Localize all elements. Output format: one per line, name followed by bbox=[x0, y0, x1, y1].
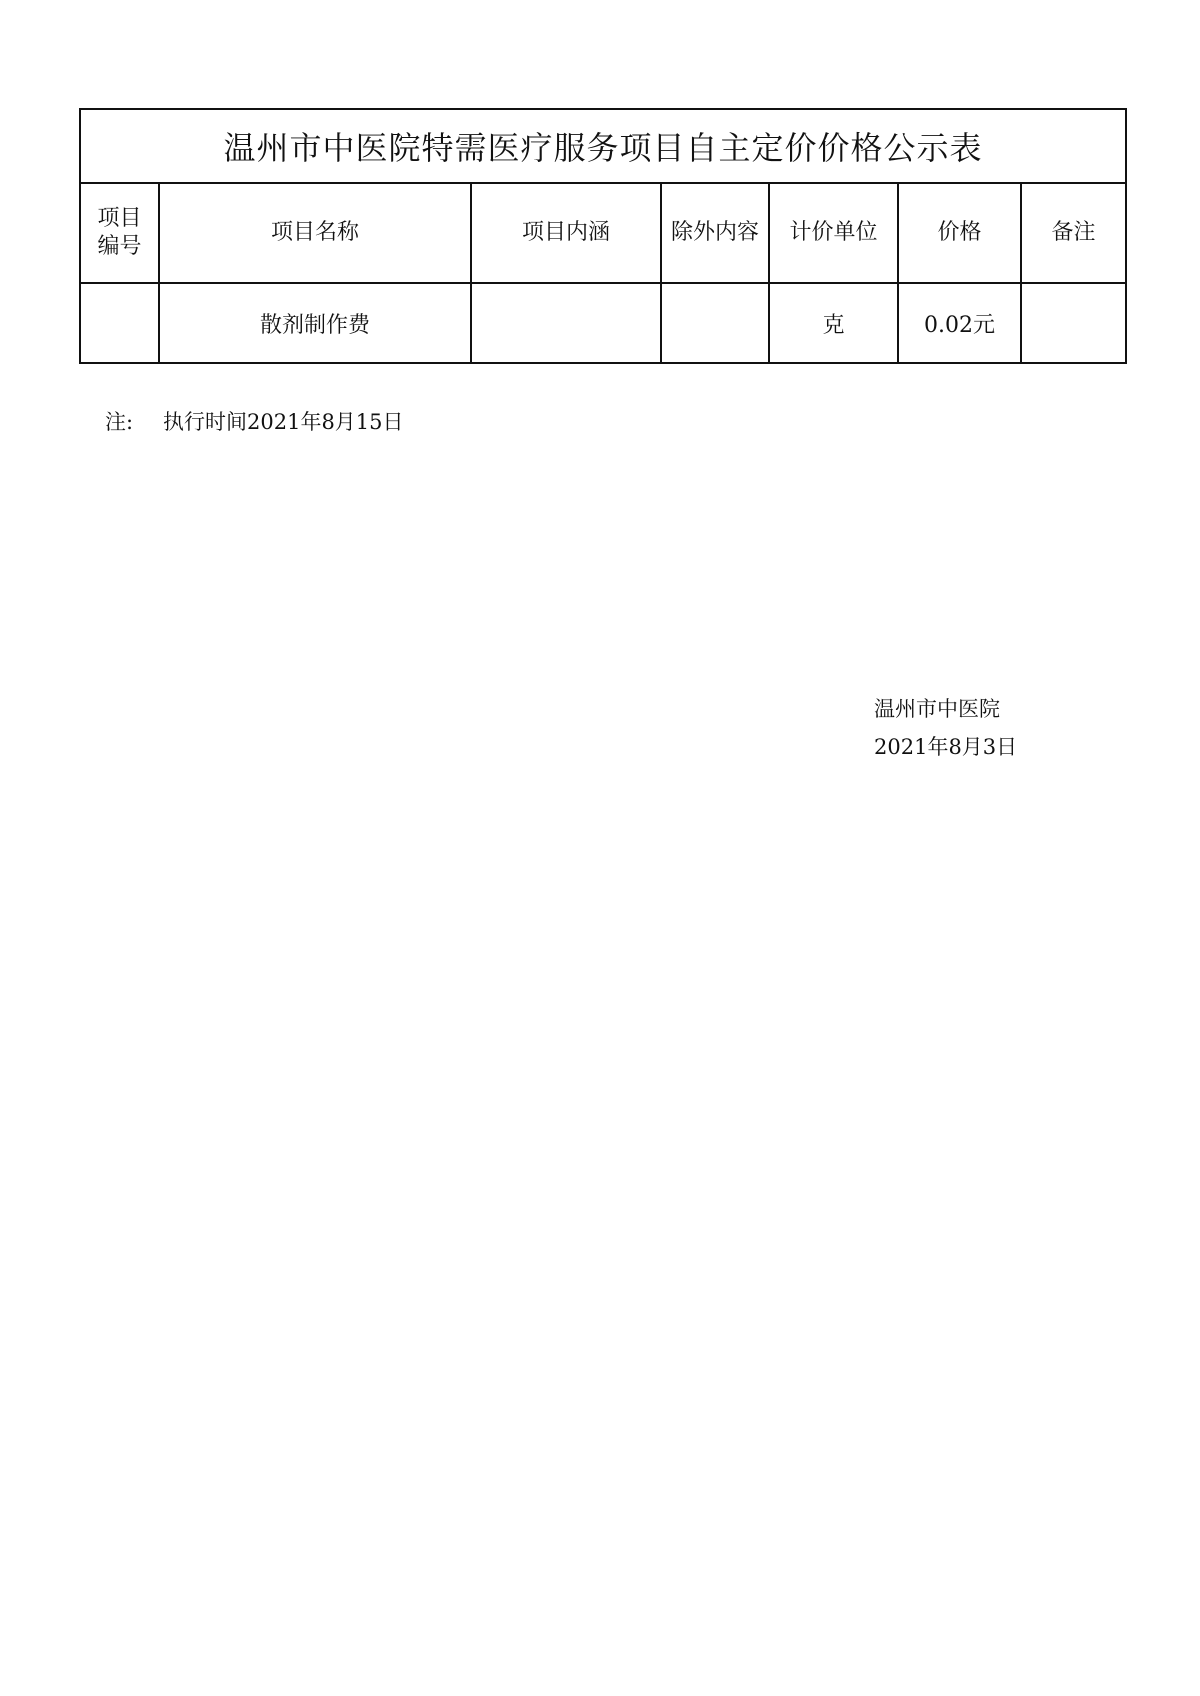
price-table bbox=[79, 108, 1127, 364]
table-row bbox=[80, 283, 1126, 363]
note-label: 注: bbox=[105, 410, 134, 434]
cell-price: 0.02元 bbox=[898, 283, 1021, 363]
price-table-container bbox=[79, 108, 1125, 364]
table-header-row bbox=[80, 183, 1126, 283]
header-exclusion: 除外内容 bbox=[661, 183, 769, 283]
cell-name: 散剂制作费 bbox=[159, 283, 471, 363]
cell-code bbox=[80, 283, 159, 363]
header-item-code bbox=[80, 183, 159, 283]
header-item-code-line1: 项目 bbox=[97, 206, 142, 231]
signature-org: 温州市中医院 bbox=[874, 697, 1000, 721]
note-text: 执行时间2021年8月15日 bbox=[163, 410, 404, 434]
header-price: 价格 bbox=[898, 183, 1021, 283]
cell-remark bbox=[1021, 283, 1126, 363]
header-unit: 计价单位 bbox=[769, 183, 898, 283]
cell-content bbox=[471, 283, 661, 363]
header-item-name: 项目名称 bbox=[159, 183, 471, 283]
cell-unit: 克 bbox=[769, 283, 898, 363]
header-remark: 备注 bbox=[1021, 183, 1126, 283]
execution-note bbox=[105, 406, 404, 436]
cell-exclusion bbox=[661, 283, 769, 363]
signature-date: 2021年8月3日 bbox=[874, 735, 1018, 759]
header-item-content: 项目内涵 bbox=[471, 183, 661, 283]
signature-block bbox=[874, 690, 1017, 766]
header-item-code-line2: 编号 bbox=[97, 234, 142, 259]
table-title: 温州市中医院特需医疗服务项目自主定价价格公示表 bbox=[80, 109, 1126, 183]
